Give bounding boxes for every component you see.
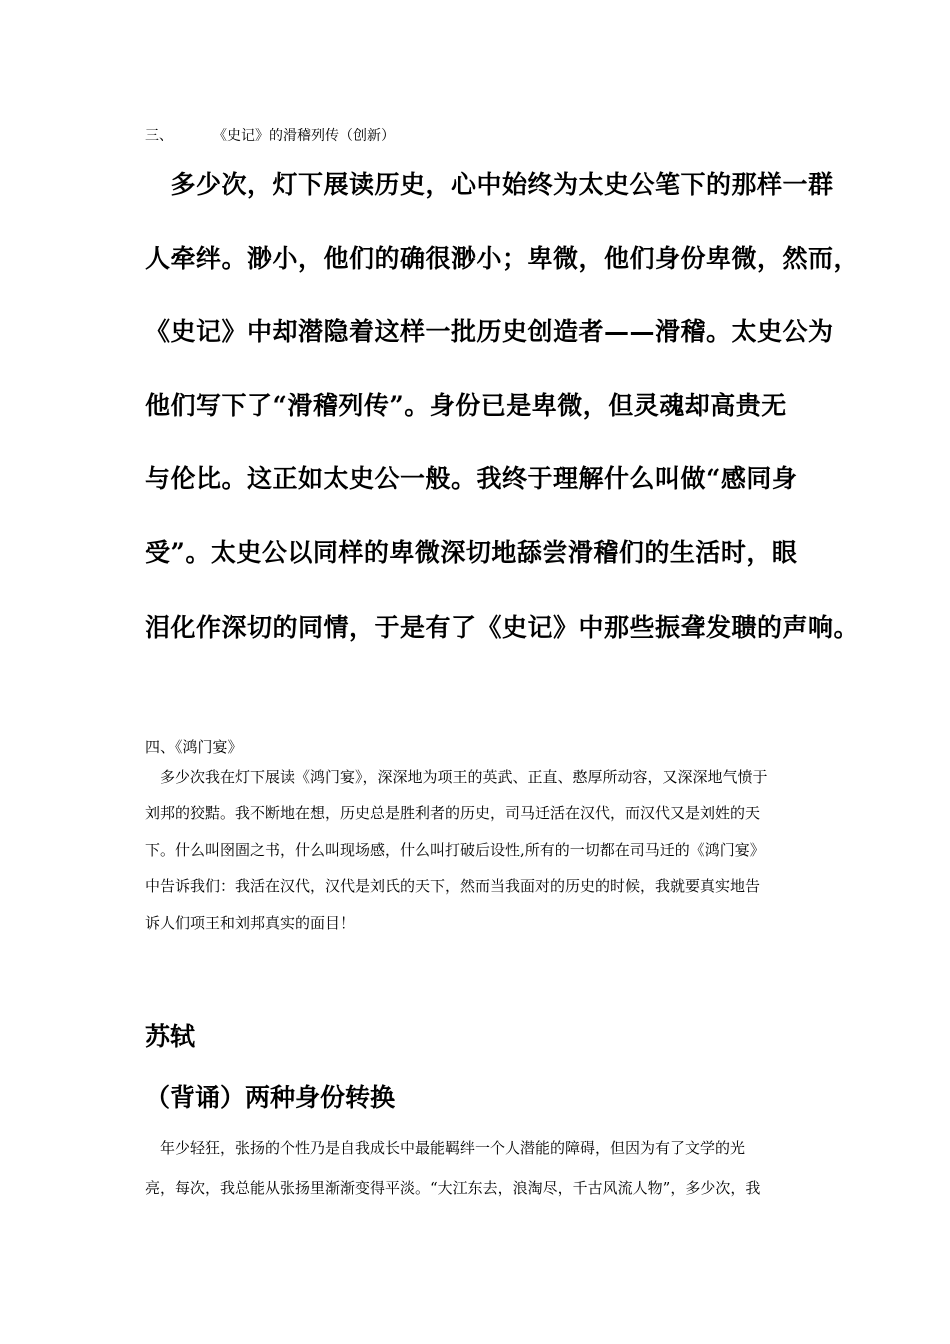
sushi-paragraph-line: 亮，每次，我总能从张扬里渐渐变得平淡。“大江东去，浪淘尽，千古风流人物”，多少次，我 <box>145 1179 761 1197</box>
section-3-title: 《史记》的滑稽列传（创新） <box>213 128 395 144</box>
sushi-heading: 苏轼 <box>145 1022 196 1051</box>
sushi-paragraph-line: 年少轻狂，张扬的个性乃是自我成长中最能羁绊一个人潜能的障碍，但因为有了文学的光 <box>145 1139 746 1157</box>
section-3-paragraph-line: 受”。太史公以同样的卑微深切地舔尝滑稽们的生活时，眼 <box>145 538 798 567</box>
section-4-heading: 四、《鸿门宴》 <box>145 738 243 756</box>
section-3-paragraph-line: 《史记》中却潜隐着这样一批历史创造者——滑稽。太史公为 <box>145 317 834 346</box>
section-3-heading <box>145 126 395 146</box>
section-3-number: 三、 <box>145 128 173 144</box>
section-3-paragraph-line: 多少次，灯下展读历史，心中始终为太史公笔下的那样一群 <box>145 170 834 199</box>
section-4-paragraph-line: 刘邦的狡黠。我不断地在想，历史总是胜利者的历史，司马迁活在汉代，而汉代又是刘姓的天 <box>145 804 761 822</box>
section-3-paragraph-line: 泪化作深切的同情，于是有了《史记》中那些振聋发聩的声响。 <box>145 613 860 642</box>
section-4-paragraph-line: 下。什么叫囹圄之书，什么叫现场感，什么叫打破后设性,所有的一切都在司马迁的《鸿门宴》 <box>145 841 765 859</box>
section-3-paragraph-line: 人牵绊。渺小，他们的确很渺小；卑微，他们身份卑微，然而， <box>145 244 860 273</box>
section-3-paragraph-line: 与伦比。这正如太史公一般。我终于理解什么叫做“感同身 <box>145 464 798 493</box>
section-4-paragraph-line: 中告诉我们：我活在汉代，汉代是刘氏的天下，然而当我面对的历史的时候，我就要真实地告 <box>145 877 761 895</box>
sushi-subheading: （背诵）两种身份转换 <box>145 1083 396 1112</box>
section-3-paragraph-line: 他们写下了“滑稽列传”。身份已是卑微，但灵魂却高贵无 <box>145 391 787 420</box>
section-4-paragraph-line: 多少次我在灯下展读《鸿门宴》，深深地为项王的英武、正直、憨厚所动容，又深深地气愤于 <box>145 768 768 786</box>
section-4-paragraph-line: 诉人们项王和刘邦真实的面目！ <box>145 914 356 932</box>
